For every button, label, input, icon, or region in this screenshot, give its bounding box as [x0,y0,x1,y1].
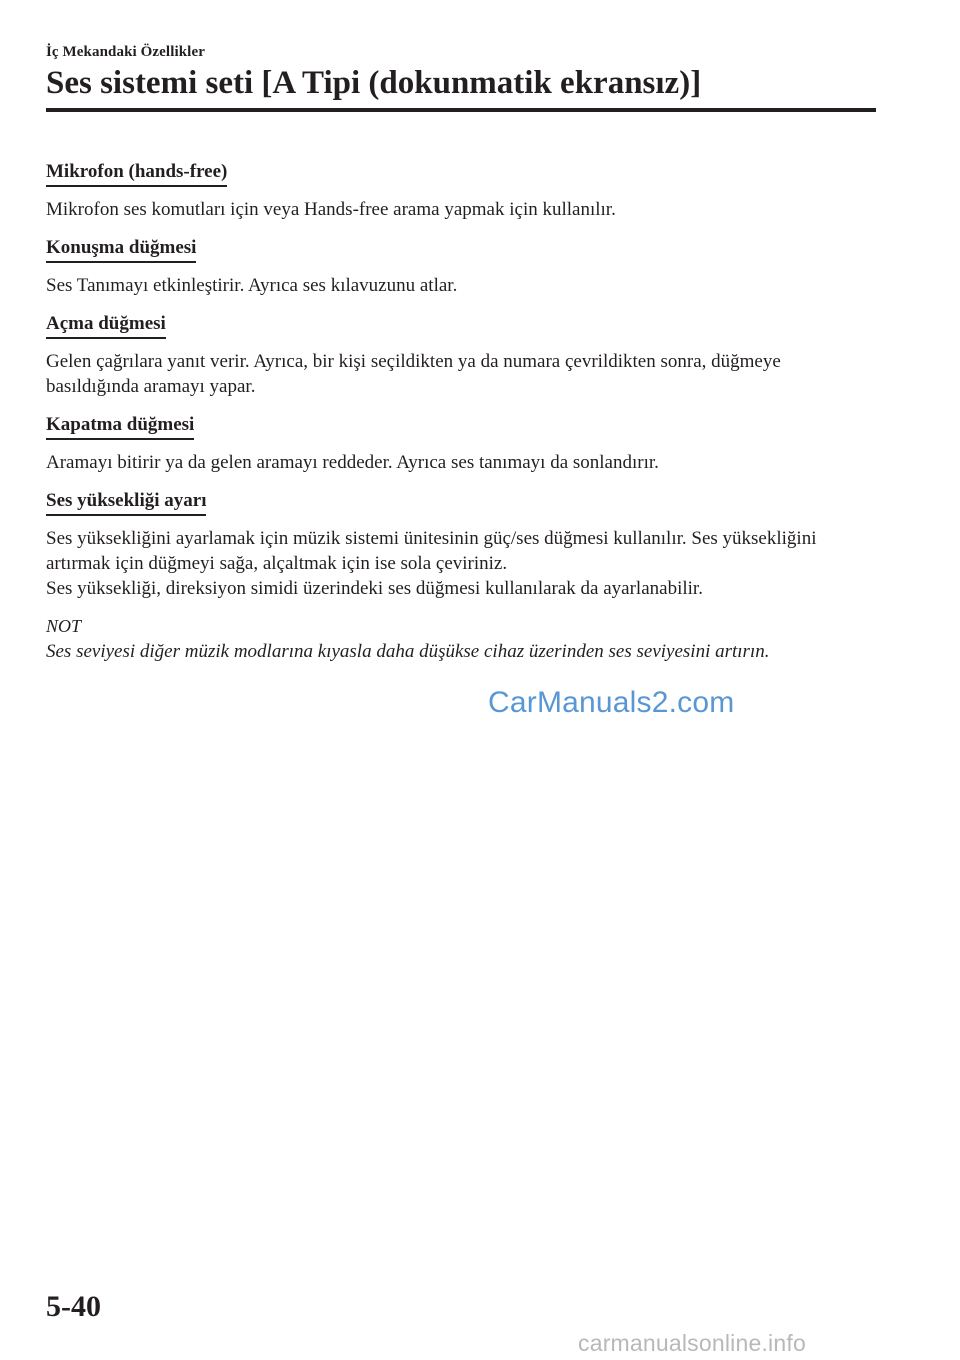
section-paragraph: Mikrofon ses komutları için veya Hands-free arama yapmak için kullanılır. [46,199,616,220]
section-heading: Ses yüksekliği ayarı [46,489,206,516]
section-heading: Açma düğmesi [46,312,166,339]
watermark-logo: CarManuals2.com [488,686,735,719]
chapter-label: İç Mekandaki Özellikler [46,44,205,60]
section-heading: Kapatma düğmesi [46,413,194,440]
watermark-footer: carmanualsonline.info [578,1330,806,1356]
title-rule [46,108,876,112]
section-paragraph: Ses yüksekliğini ayarlamak için müzik sistemi ünitesinin güç/ses düğmesi kullanılır. Ses yüksekliğini artırmak için düğmeyi sağa, alçaltmak için ise sola çeviriniz. [46,528,817,574]
page-title: Ses sistemi seti [A Tipi (dokunmatik ekransız)] [46,65,702,101]
note-label: NOT [46,616,82,636]
section-hangup-button [46,413,876,475]
section-talk-button [46,236,876,298]
section-paragraph: Ses yüksekliği, direksiyon simidi üzerindeki ses düğmesi kullanılarak da ayarlanabilir. [46,578,703,599]
content [46,160,876,664]
section-paragraph: Gelen çağrılara yanıt verir. Ayrıca, bir kişi seçildikten ya da numara çevrildikten sonra, düğmeye basıldığında aramayı yapar. [46,351,781,397]
section-heading: Konuşma düğmesi [46,236,196,263]
section-paragraph: Ses Tanımayı etkinleştirir. Ayrıca ses kılavuzunu atlar. [46,275,458,296]
section-volume [46,489,876,601]
section-heading: Mikrofon (hands-free) [46,160,227,187]
section-microphone [46,160,876,222]
page-number: 5-40 [46,1290,101,1323]
section-paragraph: Aramayı bitirir ya da gelen aramayı reddeder. Ayrıca ses tanımayı da sonlandırır. [46,452,659,473]
section-pickup-button [46,312,876,399]
note-text: Ses seviyesi diğer müzik modlarına kıyasla daha düşükse cihaz üzerinden ses seviyesini artırın. [46,641,770,662]
